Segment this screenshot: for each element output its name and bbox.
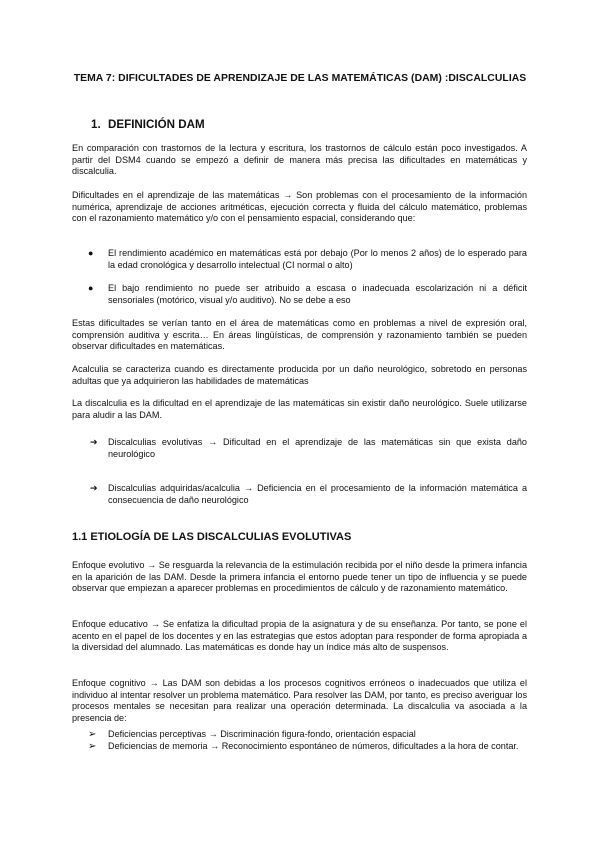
- document-title: TEMA 7: DIFICULTADES DE APRENDIZAJE DE LAS MATEMÁTICAS (DAM) :DISCALCULIAS: [73, 73, 527, 84]
- arrow-item-evolutivas: Discalculias evolutivas → Dificultad en el aprendizaje de las matemáticas sin que exista daño neurológico: [108, 437, 527, 459]
- paragraph-discalculia: La discalculia es la dificultad en el aprendizaje de las matemáticas sin existir daño neurológico. Suele utilizarse para aludir a las DAM.: [72, 398, 527, 420]
- chevron-bullet-icon: ➢: [88, 741, 97, 752]
- bullet-icon: ●: [88, 283, 94, 293]
- paragraph-enfoque-evolutivo: Enfoque evolutivo → Se resguarda la relevancia de la estimulación recibida por el niño desde la primera infancia en la aparición de las DAM. Desde la primera infancia el entorno puede tener un tipo de influencia y se puede observar que empiezan a aparecer problemas en procedimientos de cálculo y de razonamiento matemático.: [72, 560, 527, 594]
- chevron-item-perceptivas: Deficiencias perceptivas → Discriminación figura-fondo, orientación espacial: [108, 729, 416, 739]
- section-1-1-heading: 1.1 ETIOLOGÍA DE LAS DISCALCULIAS EVOLUTIVAS: [72, 531, 352, 543]
- bullet-item-2: El bajo rendimiento no puede ser atribuido a escasa o inadecuada escolarización ni a déficit sensoriales (motórico, visual y/o auditivo). No se debe a eso: [108, 283, 527, 305]
- paragraph-dam-definition: Dificultades en el aprendizaje de las matemáticas → Son problemas con el procesamiento de la información numérica, aprendizaje de acciones aritméticas, ejecución correcta y fluida del cálculo matemático, problemas con el razonamiento matemático y/o con el pensamiento espacial, considerando que:: [72, 190, 527, 224]
- arrow-item-adquiridas: Discalculias adquiridas/acalculia → Deficiencia en el procesamiento de la información matemática a consecuencia de daño neurológico: [108, 483, 527, 505]
- paragraph-enfoque-educativo: Enfoque educativo → Se enfatiza la dificultad propia de la asignatura y de su enseñanza. Por tanto, se pone el acento en el papel de los docentes y en las estrategias que estos adoptan para responder de forma apropiada a la diversidad del alumnado. Las matemáticas es donde hay un índice más alto de suspensos.: [72, 619, 527, 653]
- section-1-heading: [91, 118, 205, 132]
- chevron-item-memoria: Deficiencias de memoria → Reconocimiento espontáneo de números, dificultades a la hora de contar.: [108, 741, 519, 751]
- arrow-bullet-icon: ➔: [90, 437, 98, 447]
- section-1-title: DEFINICIÓN DAM: [108, 118, 205, 131]
- bullet-item-1: El rendimiento académico en matemáticas está por debajo (Por lo menos 2 años) de lo esperado para la edad cronológica y desarrollo intelectual (CI normal o alto): [108, 248, 527, 270]
- paragraph-difficulties-areas: Estas dificultades se verían tanto en el área de matemáticas como en problemas a nivel de expresión oral, comprensión auditiva y escrita… En áreas lingüísticas, de comprensión y razonamiento también se pueden observar dificultades en matemáticas.: [72, 318, 527, 352]
- paragraph-intro: En comparación con trastornos de la lectura y escritura, los trastornos de cálculo están poco investigados. A partir del DSM4 cuando se empezó a definir de manera más precisa las dificultades en matemáticas y discalculia.: [72, 143, 527, 177]
- section-1-number: 1.: [91, 118, 101, 131]
- paragraph-acalculia: Acalculia se caracteriza cuando es directamente producida por un daño neurológico, sobretodo en personas adultas que ya adquirieron las habilidades de matemáticas: [72, 364, 527, 386]
- chevron-bullet-icon: ➢: [88, 729, 97, 740]
- paragraph-enfoque-cognitivo: Enfoque cognitivo → Las DAM son debidas a los procesos cognitivos erróneos o inadecuados que utiliza el individuo al intentar resolver un problema matemático. Para resolver las DAM, por tanto, es preciso averiguar los procesos mentales se necesitan para realizar una operación determinada. La discalculia va asociada a la presencia de:: [72, 678, 527, 723]
- bullet-icon: ●: [88, 248, 94, 258]
- arrow-bullet-icon: ➔: [90, 483, 98, 493]
